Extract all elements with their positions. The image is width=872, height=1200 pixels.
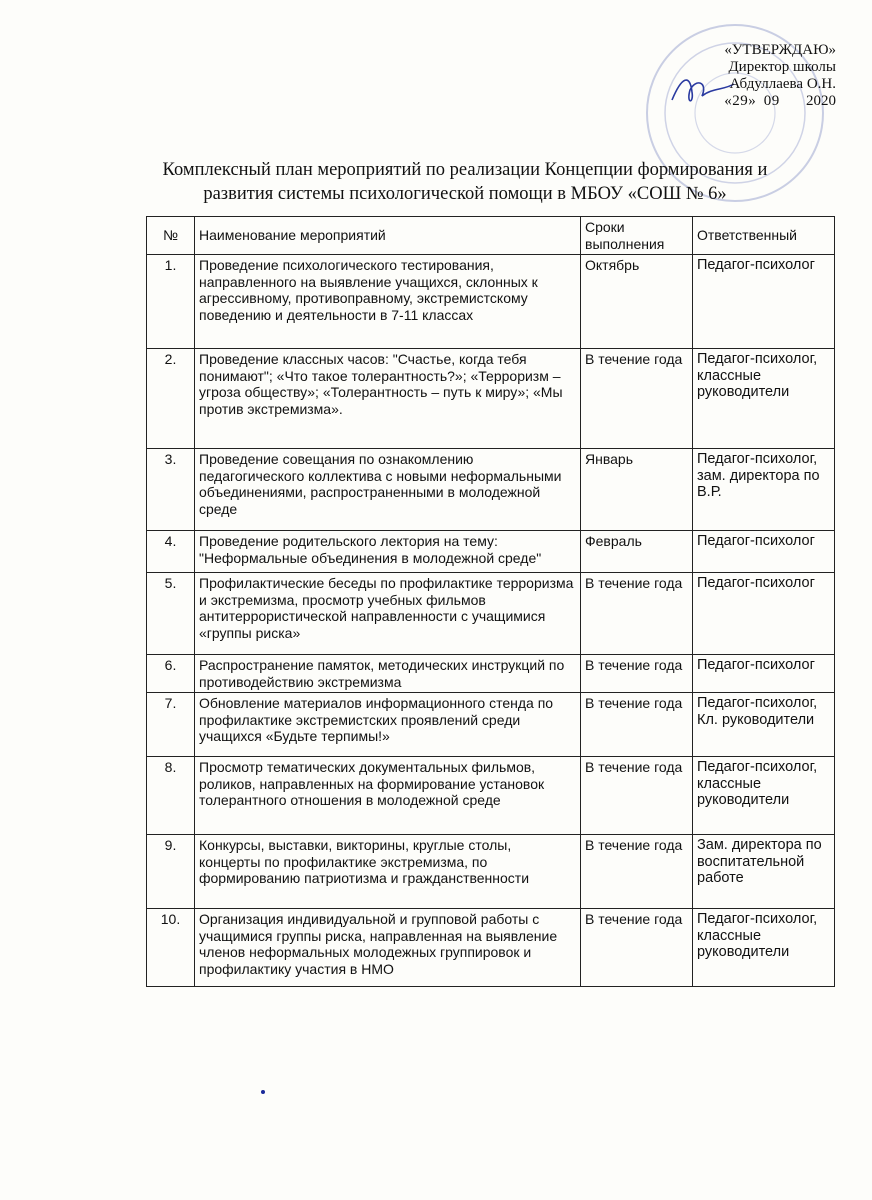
header-num: № xyxy=(147,217,195,255)
header-term: Сроки выполнения xyxy=(581,217,693,255)
table-row xyxy=(147,757,835,835)
approval-heading: «УТВЕРЖДАЮ» xyxy=(724,42,836,58)
table-row xyxy=(147,255,835,349)
title-line-2: развития системы психологической помощи в МБОУ «СОШ № 6» xyxy=(203,184,727,204)
row-resp: Педагог-психолог, Кл. руководители xyxy=(693,693,835,757)
row-resp: Педагог-психолог xyxy=(693,255,835,349)
row-name: Обновление материалов информационного стенда по профилактике экстремистских проявлений среди учащихся «Будьте терпимы!» xyxy=(195,693,581,757)
table-row xyxy=(147,449,835,531)
approval-date-year: 2020 xyxy=(806,93,836,109)
row-resp: Педагог-психолог, зам. директора по В.Р. xyxy=(693,449,835,531)
row-term: Октябрь xyxy=(581,255,693,349)
header-resp: Ответственный xyxy=(693,217,835,255)
row-num: 7. xyxy=(147,693,195,757)
row-name: Проведение совещания по ознакомлению педагогического коллектива с новыми неформальными объединениями, распространенными в молодежной среде xyxy=(195,449,581,531)
document-title xyxy=(120,158,810,206)
row-name: Проведение классных часов: "Счастье, когда тебя понимают"; «Что такое толерантность?»; «Терроризм – угроза обществу»; «Толерантность – путь к миру»; «Мы против экстремизма». xyxy=(195,349,581,449)
table-body xyxy=(147,255,835,987)
row-resp: Педагог-психолог xyxy=(693,655,835,693)
approval-date-month: 09 xyxy=(763,93,780,109)
row-term: Январь xyxy=(581,449,693,531)
table-row xyxy=(147,693,835,757)
row-name: Просмотр тематических документальных фильмов, роликов, направленных на формирование установок толерантного отношения в молодежной среде xyxy=(195,757,581,835)
approval-date xyxy=(724,93,836,110)
row-name: Профилактические беседы по профилактике терроризма и экстремизма, просмотр учебных фильмов антитеррористической направленности с учащимися «группы риска» xyxy=(195,573,581,655)
row-resp: Педагог-психолог xyxy=(693,531,835,573)
row-num: 8. xyxy=(147,757,195,835)
row-resp: Педагог-психолог, классные руководители xyxy=(693,909,835,987)
row-name: Проведение психологического тестирования, направленного на выявление учащихся, склонных к агрессивному, противоправному, экстремистскому поведению и деятельности в 7-11 классах xyxy=(195,255,581,349)
title-line-1: Комплексный план мероприятий по реализации Концепции формирования и xyxy=(162,160,768,180)
row-num: 9. xyxy=(147,835,195,909)
table-row xyxy=(147,655,835,693)
ink-dot xyxy=(261,1090,265,1094)
row-term: В течение года xyxy=(581,655,693,693)
row-resp: Зам. директора по воспитательной работе xyxy=(693,835,835,909)
row-num: 6. xyxy=(147,655,195,693)
row-name: Организация индивидуальной и групповой работы с учащимися группы риска, направленная на выявление членов неформальных молодежных группировок и профилактику участия в НМО xyxy=(195,909,581,987)
row-num: 5. xyxy=(147,573,195,655)
table-row xyxy=(147,573,835,655)
approval-name: Абдуллаева О.Н. xyxy=(729,76,836,92)
header-name: Наименование мероприятий xyxy=(195,217,581,255)
row-term: В течение года xyxy=(581,835,693,909)
row-name: Проведение родительского лектория на тему: "Неформальные объединения в молодежной среде" xyxy=(195,531,581,573)
table-header-row xyxy=(147,217,835,255)
row-term: В течение года xyxy=(581,693,693,757)
row-resp: Педагог-психолог, классные руководители xyxy=(693,349,835,449)
row-name: Конкурсы, выставки, викторины, круглые столы, концерты по профилактике экстремизма, по формированию патриотизма и гражданственности xyxy=(195,835,581,909)
row-num: 3. xyxy=(147,449,195,531)
row-num: 1. xyxy=(147,255,195,349)
table-row xyxy=(147,531,835,573)
row-resp: Педагог-психолог, классные руководители xyxy=(693,757,835,835)
plan-table xyxy=(146,216,835,987)
row-num: 10. xyxy=(147,909,195,987)
row-term: В течение года xyxy=(581,349,693,449)
approval-block xyxy=(724,42,836,110)
table-row xyxy=(147,909,835,987)
row-term: В течение года xyxy=(581,757,693,835)
row-resp: Педагог-психолог xyxy=(693,573,835,655)
row-term: Февраль xyxy=(581,531,693,573)
row-num: 4. xyxy=(147,531,195,573)
row-num: 2. xyxy=(147,349,195,449)
approval-date-day: «29» xyxy=(724,93,757,109)
row-term: В течение года xyxy=(581,909,693,987)
table-row xyxy=(147,835,835,909)
approval-position: Директор школы xyxy=(728,59,836,75)
row-term: В течение года xyxy=(581,573,693,655)
row-name: Распространение памяток, методических инструкций по противодействию экстремизма xyxy=(195,655,581,693)
table-row xyxy=(147,349,835,449)
